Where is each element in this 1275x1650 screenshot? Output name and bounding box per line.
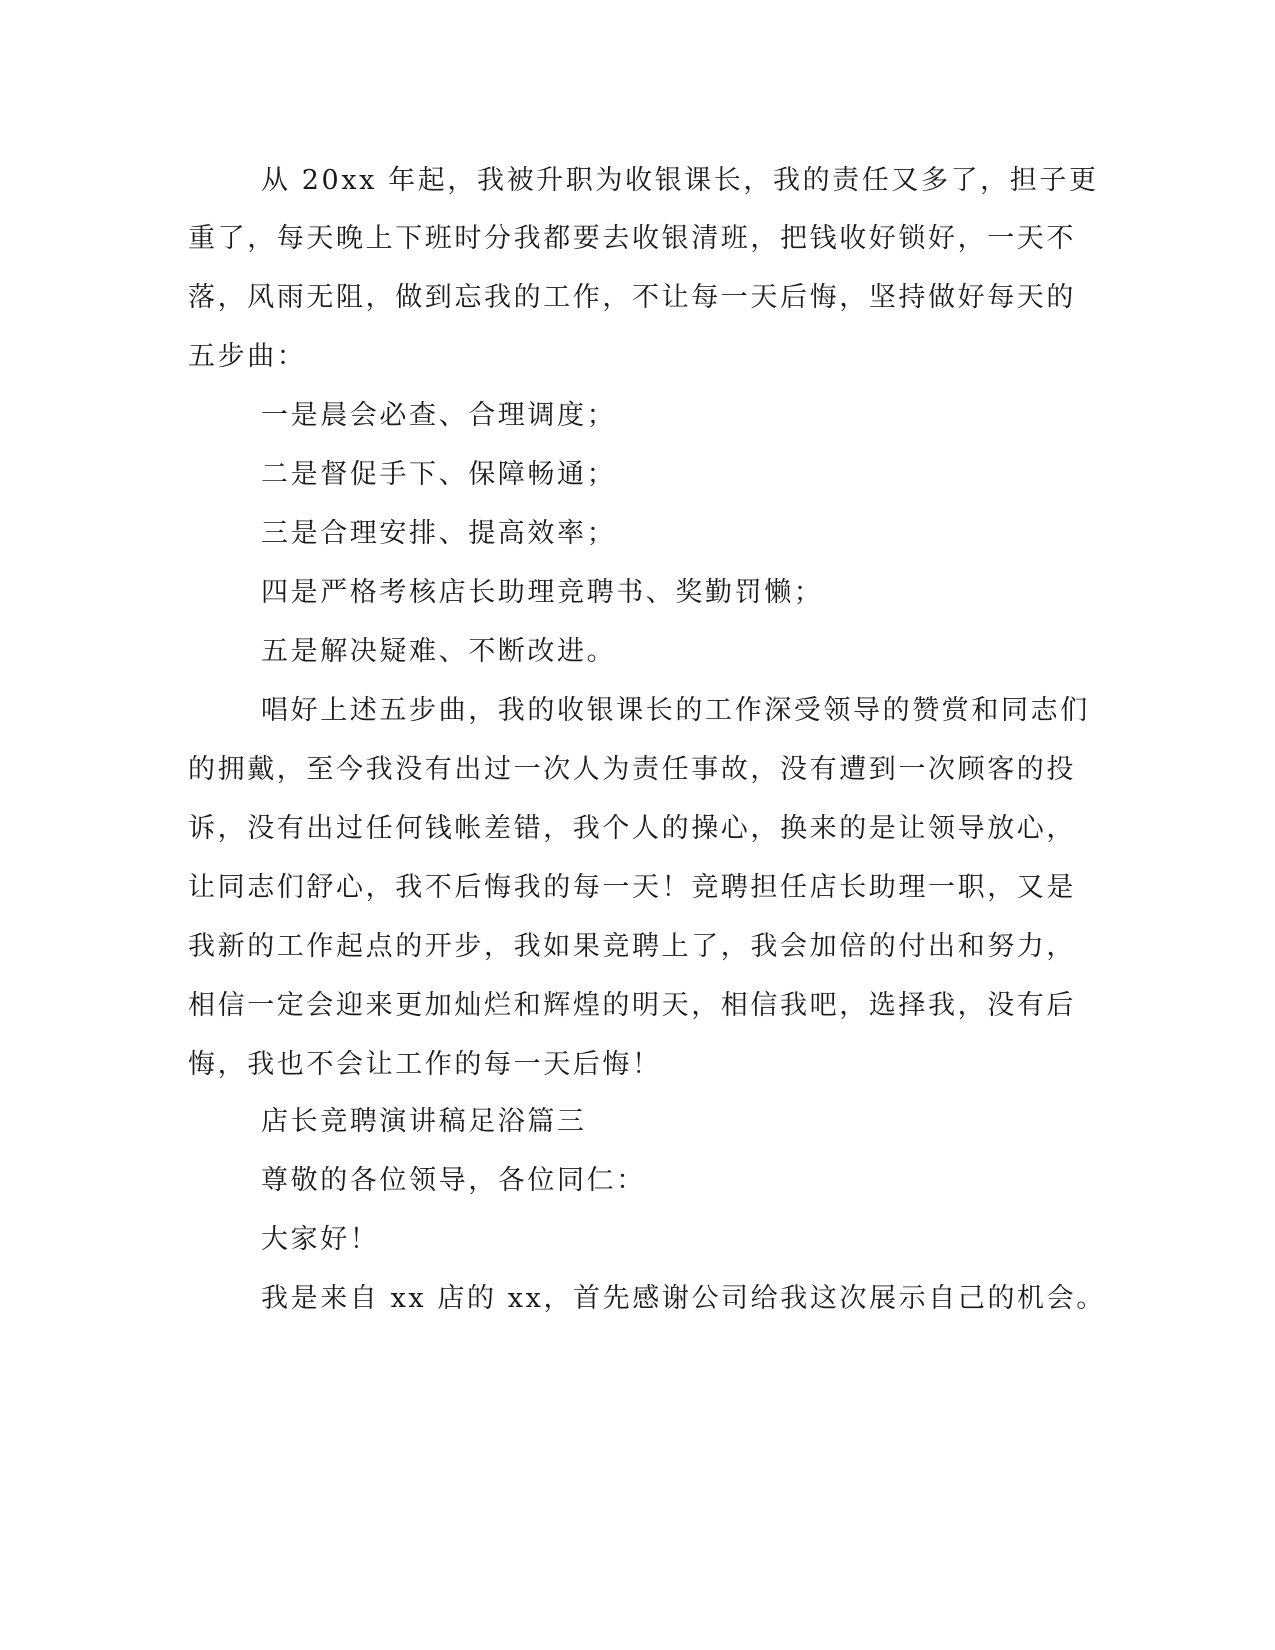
list-item: 三是合理安排、提高效率； bbox=[261, 518, 617, 549]
paragraph-line: 重了，每天晚上下班时分我都要去收银清班，把钱收好锁好，一天不 bbox=[188, 223, 1076, 254]
paragraph-line: 让同志们舒心，我不后悔我的每一天！竞聘担任店长助理一职，又是 bbox=[188, 872, 1076, 903]
paragraph-line: 我是来自 xx 店的 xx，首先感谢公司给我这次展示自己的机会。 bbox=[261, 1283, 1106, 1314]
list-item: 一是晨会必查、合理调度； bbox=[261, 400, 617, 431]
paragraph-line: 悔，我也不会让工作的每一天后悔！ bbox=[188, 1049, 662, 1080]
paragraph-line: 唱好上述五步曲，我的收银课长的工作深受领导的赞赏和同志们 bbox=[261, 695, 1090, 726]
list-item: 四是严格考核店长助理竞聘书、奖勤罚懒； bbox=[261, 577, 824, 608]
paragraph-line: 落，风雨无阻，做到忘我的工作，不让每一天后悔，坚持做好每天的 bbox=[188, 282, 1076, 313]
paragraph-line: 相信一定会迎来更加灿烂和辉煌的明天，相信我吧，选择我，没有后 bbox=[188, 990, 1076, 1021]
section-heading: 店长竞聘演讲稿足浴篇三 bbox=[261, 1106, 587, 1137]
salutation: 尊敬的各位领导，各位同仁： bbox=[261, 1165, 646, 1196]
paragraph-line: 从 20xx 年起，我被升职为收银课长，我的责任又多了，担子更 bbox=[261, 165, 1099, 196]
paragraph-line: 诉，没有出过任何钱帐差错，我个人的操心，换来的是让领导放心， bbox=[188, 813, 1076, 844]
list-item: 五是解决疑难、不断改进。 bbox=[261, 636, 617, 667]
paragraph-line: 我新的工作起点的开步，我如果竞聘上了，我会加倍的付出和努力， bbox=[188, 931, 1076, 962]
list-item: 二是督促手下、保障畅通； bbox=[261, 459, 617, 490]
paragraph-line: 五步曲： bbox=[188, 341, 307, 372]
paragraph-line: 的拥戴，至今我没有出过一次人为责任事故，没有遭到一次顾客的投 bbox=[188, 754, 1076, 785]
greeting: 大家好！ bbox=[261, 1224, 380, 1255]
